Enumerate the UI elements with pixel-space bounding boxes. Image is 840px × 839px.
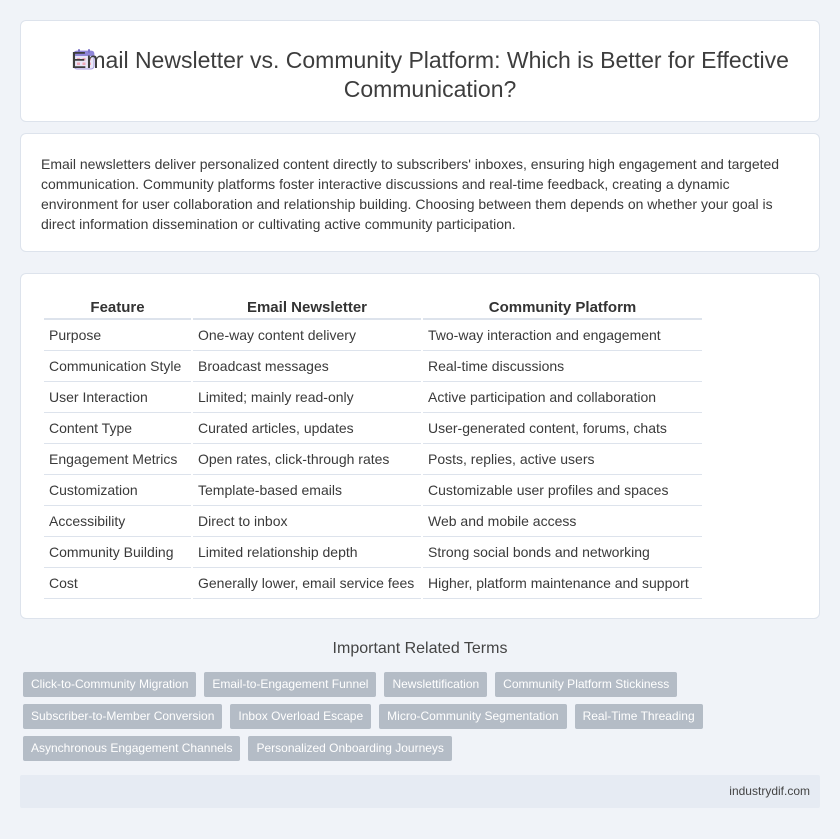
- footer: [20, 775, 820, 808]
- table-cell: Customizable user profiles and spaces: [423, 475, 702, 506]
- header-community-platform: Community Platform: [423, 296, 702, 320]
- table-cell: Curated articles, updates: [193, 413, 421, 444]
- table-cell: Strong social bonds and networking: [423, 537, 702, 568]
- term-tag[interactable]: Newslettification: [384, 672, 487, 697]
- term-tag[interactable]: Email-to-Engagement Funnel: [204, 672, 376, 697]
- term-tag[interactable]: Micro-Community Segmentation: [379, 704, 566, 729]
- table-cell: Broadcast messages: [193, 351, 421, 382]
- table-cell: Accessibility: [44, 506, 191, 537]
- table-cell: Direct to inbox: [193, 506, 421, 537]
- table-row: [44, 351, 702, 382]
- table-row: [44, 413, 702, 444]
- table-cell: Real-time discussions: [423, 351, 702, 382]
- term-tag[interactable]: Personalized Onboarding Journeys: [248, 736, 451, 761]
- table-cell: Generally lower, email service fees: [193, 568, 421, 599]
- table-cell: Posts, replies, active users: [423, 444, 702, 475]
- term-tag[interactable]: Subscriber-to-Member Conversion: [23, 704, 222, 729]
- table-row: [44, 382, 702, 413]
- term-tag[interactable]: Asynchronous Engagement Channels: [23, 736, 240, 761]
- table-cell: Content Type: [44, 413, 191, 444]
- related-terms-heading: Important Related Terms: [332, 640, 508, 657]
- intro-paragraph: Email newsletters deliver personalized content directly to subscribers' inboxes, ensuring high engagement and targeted communication. Community platforms foster interactive discussions and real-time feedback, creating a dynamic environment for user collaboration and relationship building. Choosing between them depends on whether your goal is direct information dissemination or cultivating active community participation.: [41, 156, 780, 232]
- table-row: [44, 475, 702, 506]
- table-cell: One-way content delivery: [193, 320, 421, 351]
- table-row: [44, 444, 702, 475]
- table-cell: User Interaction: [44, 382, 191, 413]
- table-cell: Template-based emails: [193, 475, 421, 506]
- table-cell: Limited; mainly read-only: [193, 382, 421, 413]
- table-row: [44, 568, 702, 599]
- title-card: [20, 20, 820, 122]
- table-cell: Web and mobile access: [423, 506, 702, 537]
- comparison-table-card: [20, 273, 820, 619]
- table-cell: Two-way interaction and engagement: [423, 320, 702, 351]
- table-row: [44, 537, 702, 568]
- table-cell: Open rates, click-through rates: [193, 444, 421, 475]
- table-cell: User-generated content, forums, chats: [423, 413, 702, 444]
- table-cell: Community Building: [44, 537, 191, 568]
- intro-card: [20, 133, 820, 252]
- tag-row: [23, 704, 763, 729]
- term-tag[interactable]: Click-to-Community Migration: [23, 672, 196, 697]
- footer-site-link[interactable]: industrydif.com: [729, 784, 810, 798]
- tag-row: [23, 672, 763, 697]
- table-cell: Communication Style: [44, 351, 191, 382]
- page-title: Email Newsletter vs. Community Platform: Which is Better for Effective Communication?: [71, 47, 789, 102]
- table-header-row: [44, 296, 702, 320]
- table-cell: Engagement Metrics: [44, 444, 191, 475]
- comparison-table: [42, 296, 704, 599]
- table-row: [44, 506, 702, 537]
- related-terms: [23, 672, 763, 768]
- term-tag[interactable]: Community Platform Stickiness: [495, 672, 677, 697]
- tag-row: [23, 736, 763, 761]
- table-cell: Customization: [44, 475, 191, 506]
- header-email-newsletter: Email Newsletter: [193, 296, 421, 320]
- table-cell: Higher, platform maintenance and support: [423, 568, 702, 599]
- table-cell: Active participation and collaboration: [423, 382, 702, 413]
- term-tag[interactable]: Inbox Overload Escape: [230, 704, 371, 729]
- table-cell: Cost: [44, 568, 191, 599]
- term-tag[interactable]: Real-Time Threading: [575, 704, 703, 729]
- header-feature: Feature: [44, 296, 191, 320]
- table-cell: Purpose: [44, 320, 191, 351]
- table-row: [44, 320, 702, 351]
- table-cell: Limited relationship depth: [193, 537, 421, 568]
